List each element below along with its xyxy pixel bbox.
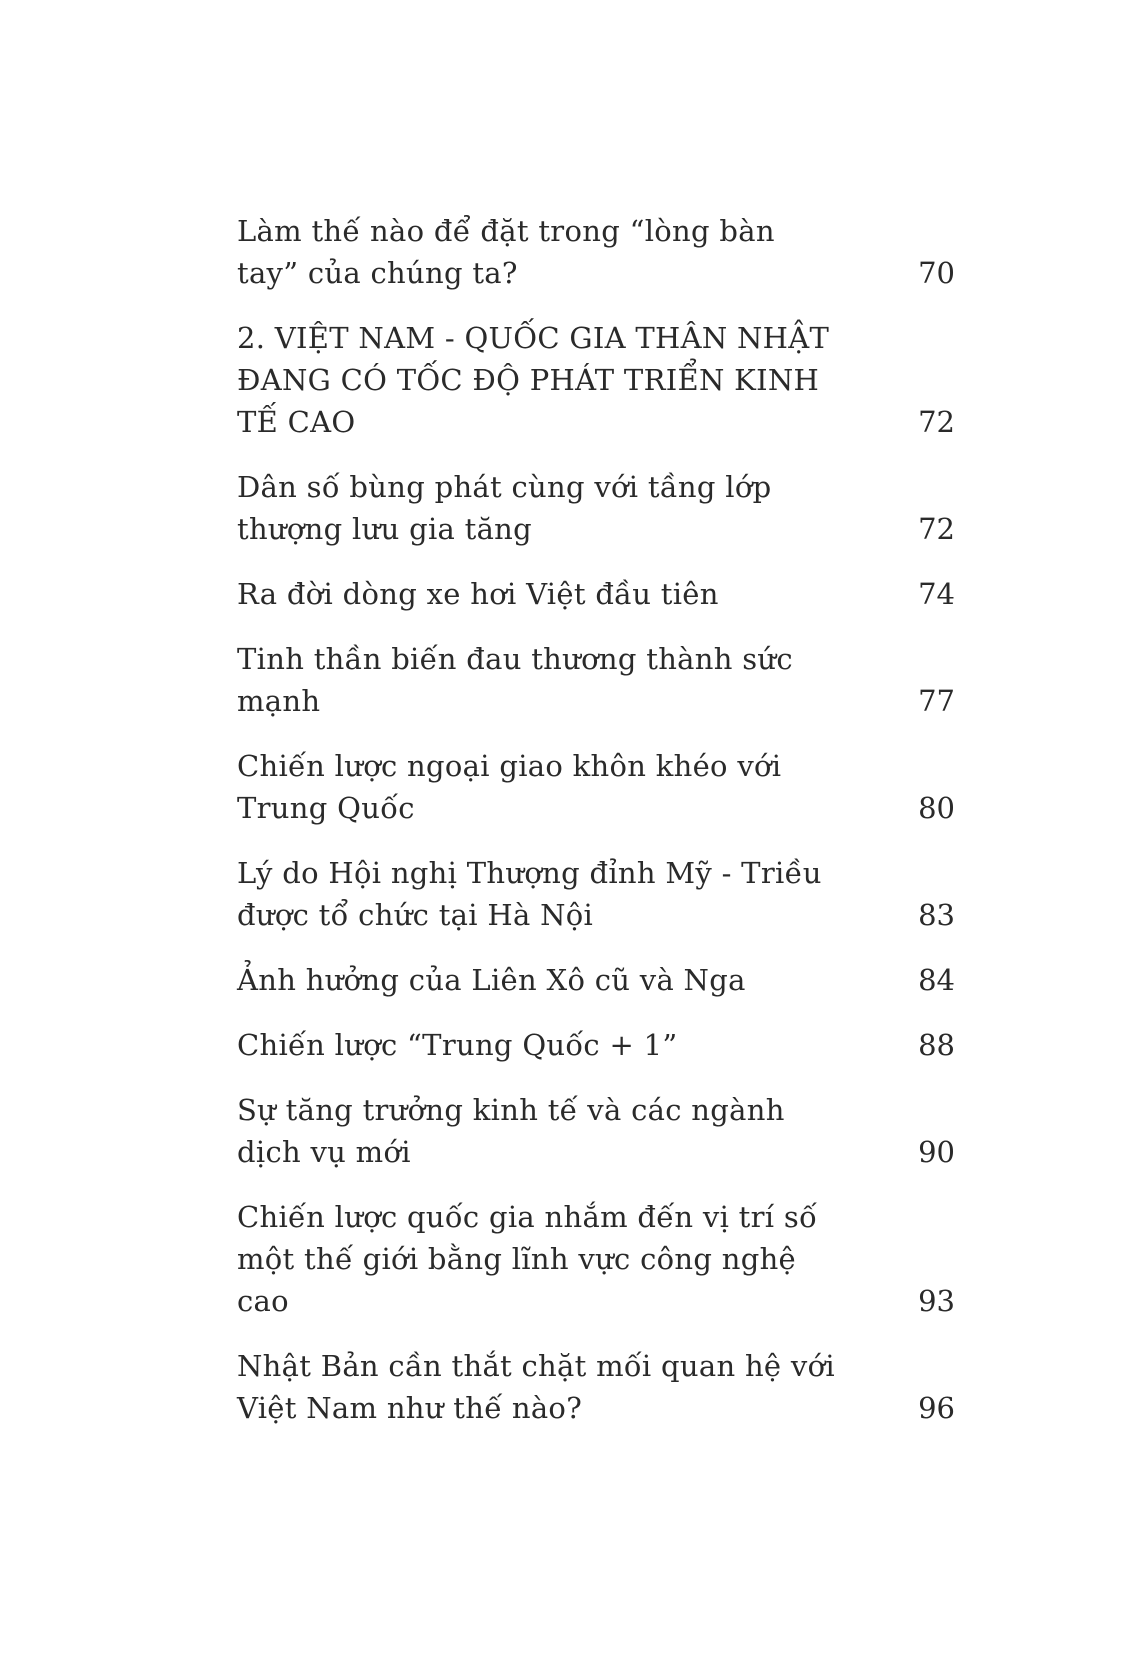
toc-entry[interactable]: [237, 959, 955, 1001]
toc-entry-page: 72: [918, 405, 955, 439]
toc-entry-page: 96: [918, 1391, 955, 1425]
toc-entry[interactable]: [237, 638, 955, 722]
toc-entry-page: 74: [918, 577, 955, 611]
toc-entry-page: 70: [918, 256, 955, 290]
toc-entry-page: 72: [918, 512, 955, 546]
table-of-contents: [237, 210, 955, 1429]
toc-entry-page: 77: [918, 684, 955, 718]
toc-entry-page: 93: [918, 1284, 955, 1318]
toc-entry[interactable]: [237, 317, 955, 443]
toc-entry-title: Tinh thần biến đau thương thành sức mạnh: [237, 642, 793, 718]
toc-entry-page: 88: [918, 1028, 955, 1062]
toc-section-title: 2. VIỆT NAM - QUỐC GIA THÂN NHẬT ĐANG CÓ TỐC ĐỘ PHÁT TRIỂN KINH TẾ CAO: [237, 321, 830, 439]
toc-entry-title: Chiến lược quốc gia nhắm đến vị trí số một thế giới bằng lĩnh vực công nghệ cao: [237, 1200, 818, 1318]
toc-entry-page: 90: [918, 1135, 955, 1169]
toc-entry-title: Làm thế nào để đặt trong “lòng bàn tay” của chúng ta?: [237, 214, 775, 290]
toc-entry-title: Chiến lược ngoại giao khôn khéo với Trung Quốc: [237, 749, 782, 825]
toc-entry-title: Chiến lược “Trung Quốc + 1”: [237, 1028, 678, 1062]
toc-entry-title: Lý do Hội nghị Thượng đỉnh Mỹ - Triều được tổ chức tại Hà Nội: [237, 856, 822, 932]
toc-entry[interactable]: [237, 852, 955, 936]
toc-entry[interactable]: [237, 466, 955, 550]
toc-entry-title: Sự tăng trưởng kinh tế và các ngành dịch vụ mới: [237, 1093, 785, 1169]
toc-entry[interactable]: [237, 1196, 955, 1322]
toc-entry-title: Ảnh hưởng của Liên Xô cũ và Nga: [237, 963, 746, 997]
toc-entry[interactable]: [237, 745, 955, 829]
toc-entry-page: 84: [918, 963, 955, 997]
toc-entry[interactable]: [237, 210, 955, 294]
toc-entry[interactable]: [237, 1089, 955, 1173]
toc-entry[interactable]: [237, 573, 955, 615]
toc-entry-title: Dân số bùng phát cùng với tầng lớp thượng lưu gia tăng: [237, 470, 772, 546]
toc-entry-title: Nhật Bản cần thắt chặt mối quan hệ với Việt Nam như thế nào?: [237, 1349, 835, 1425]
toc-entry-title: Ra đời dòng xe hơi Việt đầu tiên: [237, 577, 719, 611]
toc-entry[interactable]: [237, 1345, 955, 1429]
toc-entry-page: 80: [918, 791, 955, 825]
toc-entry[interactable]: [237, 1024, 955, 1066]
toc-entry-page: 83: [918, 898, 955, 932]
